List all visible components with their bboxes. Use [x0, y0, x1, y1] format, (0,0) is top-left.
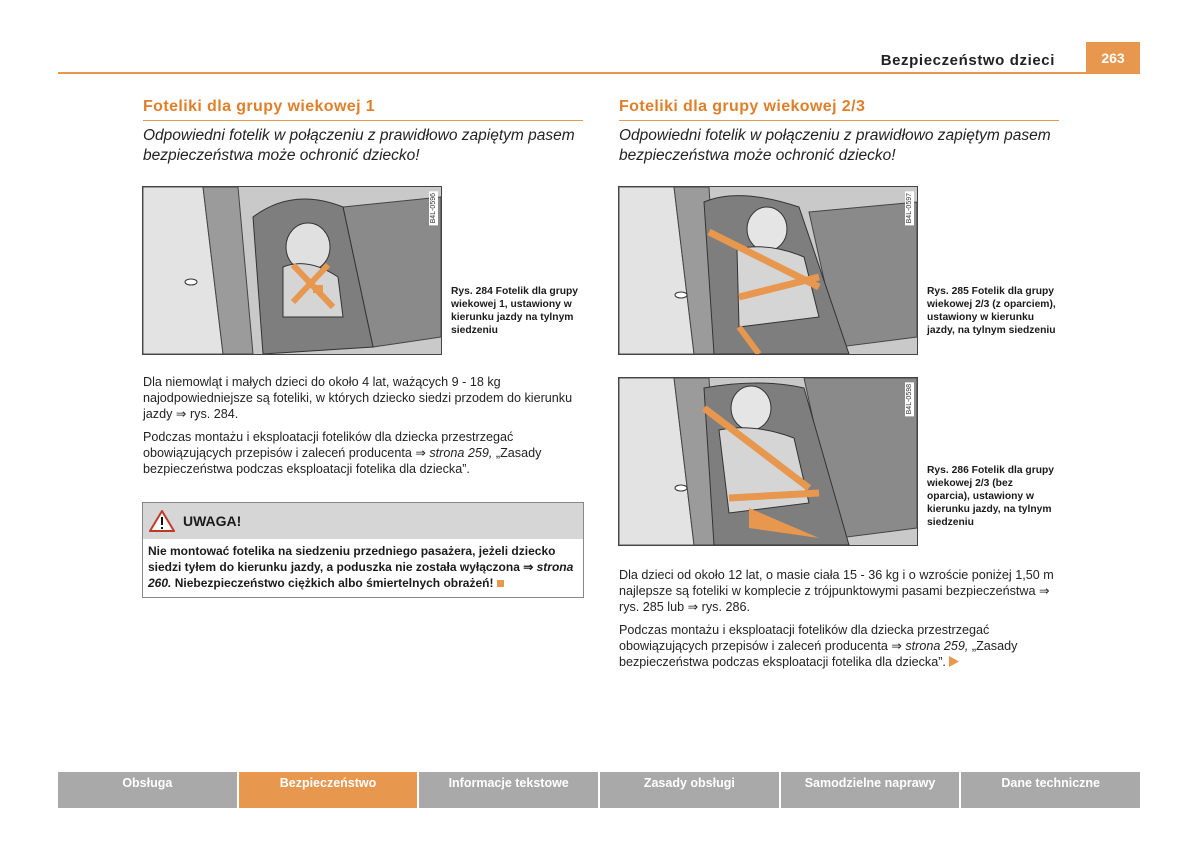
figure-284-caption: Rys. 284 Fotelik dla grupy wiekowej 1, ustawiony w kierunku jazdy na tylnym siedzeniu — [451, 286, 579, 336]
warning-title: UWAGA! — [183, 513, 242, 529]
left-lead-text: Odpowiedni fotelik w połączeniu z prawidłowo zapiętym pasem bezpieczeństwa może ochronić dziecko! — [143, 127, 575, 164]
warning-page-reference-link[interactable]: strona 260. — [148, 560, 574, 590]
chapter-navigation — [58, 772, 1140, 808]
figure-285-image — [618, 186, 918, 355]
warning-triangle-icon — [149, 510, 175, 532]
warning-text — [143, 539, 583, 597]
running-header-title: Bezpieczeństwo dzieci — [880, 52, 1055, 69]
right-paragraph-2-text: Podczas montażu i eksploatacji fotelików dla dziecka przestrzegać obowiązujących przepisów i zaleceń producenta ⇒ — [619, 623, 990, 653]
warning-text-main: Nie montować fotelika na siedzeniu przedniego pasażera, jeżeli dziecko siedzi tyłem do kierunku jazdy, a poduszka nie została wyłączona ⇒ — [148, 544, 556, 574]
right-paragraph-2-end: „Zasady bezpieczeństwa podczas eksploatacji fotelika dla dziecka”. — [619, 639, 1018, 669]
figure-286-image — [618, 377, 918, 546]
figure-284-code: B4L-0596 — [430, 193, 437, 224]
figure-286-code: B4L-0598 — [906, 384, 913, 415]
right-page-reference-link[interactable]: strona 259, — [905, 639, 969, 653]
booster-cushion-illustration — [619, 378, 917, 545]
page-number: 263 — [1086, 42, 1140, 74]
right-paragraph-1: Dla dzieci od około 12 lat, o masie ciała 15 - 36 kg i o wzroście poniżej 1,50 m najlepsze są foteliki w komplecie z trójpunktowymi pasami bezpieczeństwa ⇒ rys. 285 lub ⇒ rys. 286. — [619, 568, 1054, 614]
left-section-title: Foteliki dla grupy wiekowej 1 — [143, 98, 376, 115]
figure-285-code: B4L-0597 — [906, 193, 913, 224]
nav-tab-dane-techniczne[interactable]: Dane techniczne — [961, 772, 1140, 808]
child-seat-illustration — [143, 187, 441, 354]
end-square-icon — [497, 580, 504, 587]
left-body — [143, 374, 585, 484]
nav-tab-bezpieczenstwo[interactable]: Bezpieczeństwo — [239, 772, 418, 808]
nav-tab-obsluga[interactable]: Obsługa — [58, 772, 237, 808]
nav-tab-samodzielne-naprawy[interactable]: Samodzielne naprawy — [781, 772, 960, 808]
right-paragraph-2 — [619, 622, 1061, 670]
left-paragraph-1: Dla niemowląt i małych dzieci do około 4 lat, ważących 9 - 18 kg najodpowiedniejsze są foteliki, w których dziecko siedzi przodem do kierunku jazdy ⇒ rys. 284. — [143, 375, 573, 421]
left-page-reference-link[interactable]: strona 259, — [429, 446, 493, 460]
figure-286-caption: Rys. 286 Fotelik dla grupy wiekowej 2/3 (bez oparcia), ustawiony w kierunku jazdy, na tylnym siedzeniu — [927, 465, 1055, 528]
figure-284-image — [142, 186, 442, 355]
warning-header — [143, 503, 583, 539]
right-section-rule — [619, 120, 1059, 121]
warning-text-end: Niebezpieczeństwo ciężkich albo śmiertelnych obrażeń! — [171, 576, 494, 590]
right-lead-text: Odpowiedni fotelik w połączeniu z prawidłowo zapiętym pasem bezpieczeństwa może ochronić dziecko! — [619, 127, 1051, 164]
right-body — [619, 567, 1061, 677]
warning-box — [142, 502, 584, 598]
nav-tab-zasady-obslugi[interactable]: Zasady obsługi — [600, 772, 779, 808]
figure-285-caption: Rys. 285 Fotelik dla grupy wiekowej 2/3 (z oparciem), ustawiony w kierunku jazdy, na tylnym siedzeniu — [927, 286, 1056, 336]
booster-seat-backrest-illustration — [619, 187, 917, 354]
left-section-rule — [143, 120, 583, 121]
right-section-title: Foteliki dla grupy wiekowej 2/3 — [619, 98, 866, 115]
left-paragraph-2 — [143, 429, 585, 477]
continue-arrow-icon — [949, 656, 959, 667]
left-paragraph-2-text: Podczas montażu i eksploatacji fotelików dla dziecka przestrzegać obowiązujących przepisów i zaleceń producenta ⇒ — [143, 430, 514, 460]
header-rule — [58, 72, 1087, 74]
left-paragraph-2-end: „Zasady bezpieczeństwa podczas eksploatacji fotelika dla dziecka”. — [143, 446, 542, 476]
nav-tab-informacje-tekstowe[interactable]: Informacje tekstowe — [419, 772, 598, 808]
